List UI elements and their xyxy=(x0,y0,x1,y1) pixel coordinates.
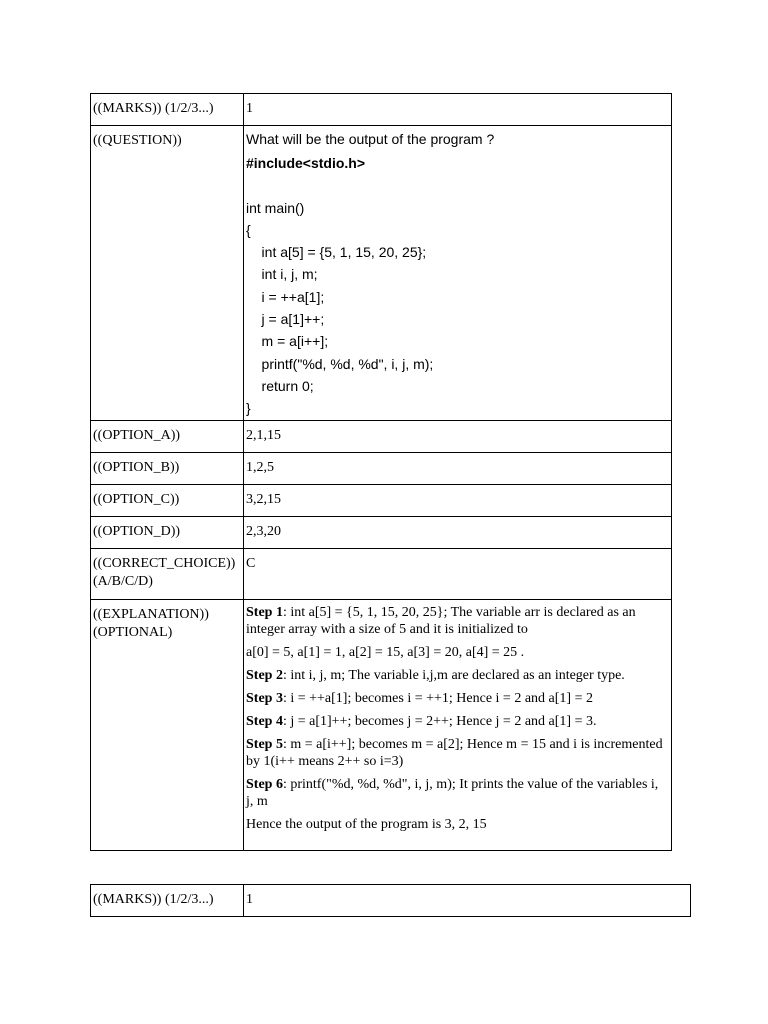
explanation-step: Step 4: j = a[1]++; becomes j = 2++; Hence j = 2 and a[1] = 3. xyxy=(246,714,597,729)
explanation-step: Step 1: int a[5] = {5, 1, 15, 20, 25}; The variable arr is declared as an integer array with a size of 5 and it is initialized to xyxy=(246,605,636,637)
option-a-value: 2,1,15 xyxy=(244,421,672,453)
explanation-body xyxy=(244,600,672,851)
explanation-step: Hence the output of the program is 3, 2, 15 xyxy=(246,817,487,832)
code-line: m = a[i++]; xyxy=(246,333,329,350)
code-line: int main() xyxy=(246,199,305,216)
code-line xyxy=(246,174,669,196)
marks-row xyxy=(91,885,691,917)
code-line: i = ++a[1]; xyxy=(246,288,325,305)
explanation-row xyxy=(91,600,672,851)
question-body xyxy=(244,126,672,421)
question-table-2 xyxy=(90,884,691,917)
option-c-value: 3,2,15 xyxy=(244,485,672,517)
question-label: ((QUESTION)) xyxy=(91,126,244,421)
marks-value: 1 xyxy=(244,94,672,126)
option-c-row xyxy=(91,485,672,517)
explanation-label: ((EXPLANATION)) (OPTIONAL) xyxy=(91,600,244,851)
explanation-step: Step 6: printf("%d, %d, %d", i, j, m); It prints the value of the variables i, j, m xyxy=(246,777,659,809)
correct-choice-value: C xyxy=(244,549,672,600)
code-line: int i, j, m; xyxy=(246,266,318,283)
marks-row xyxy=(91,94,672,126)
option-b-label: ((OPTION_B)) xyxy=(91,453,244,485)
explanation-step: Step 3: i = ++a[1]; becomes i = ++1; Hence i = 2 and a[1] = 2 xyxy=(246,691,593,706)
option-d-label: ((OPTION_D)) xyxy=(91,517,244,549)
question-row xyxy=(91,126,672,421)
option-d-row xyxy=(91,517,672,549)
option-a-label: ((OPTION_A)) xyxy=(91,421,244,453)
code-line: { xyxy=(246,221,251,238)
code-line: return 0; xyxy=(246,377,314,394)
marks-label: ((MARKS)) (1/2/3...) xyxy=(91,885,244,917)
explanation-step: Step 2: int i, j, m; The variable i,j,m are declared as an integer type. xyxy=(246,668,625,683)
option-b-row xyxy=(91,453,672,485)
explanation-step: Step 5: m = a[i++]; becomes m = a[2]; Hence m = 15 and i is incremented by 1(i++ means 2++ so i=3) xyxy=(246,737,663,769)
marks-value: 1 xyxy=(244,885,691,917)
question-text: What will be the output of the program ? xyxy=(246,131,495,147)
code-line: j = a[1]++; xyxy=(246,311,325,328)
code-line: int a[5] = {5, 1, 15, 20, 25}; xyxy=(246,244,427,261)
option-d-value: 2,3,20 xyxy=(244,517,672,549)
option-b-value: 1,2,5 xyxy=(244,453,672,485)
question-table xyxy=(90,93,672,851)
option-a-row xyxy=(91,421,672,453)
code-line: printf("%d, %d, %d", i, j, m); xyxy=(246,355,434,372)
code-line: } xyxy=(246,400,251,417)
correct-choice-label: ((CORRECT_CHOICE)) (A/B/C/D) xyxy=(91,549,244,600)
explanation-step: a[0] = 5, a[1] = 1, a[2] = 15, a[3] = 20, a[4] = 25 . xyxy=(246,645,525,660)
option-c-label: ((OPTION_C)) xyxy=(91,485,244,517)
marks-label: ((MARKS)) (1/2/3...) xyxy=(91,94,244,126)
correct-choice-row xyxy=(91,549,672,600)
code-line: #include<stdio.h> xyxy=(246,155,366,171)
